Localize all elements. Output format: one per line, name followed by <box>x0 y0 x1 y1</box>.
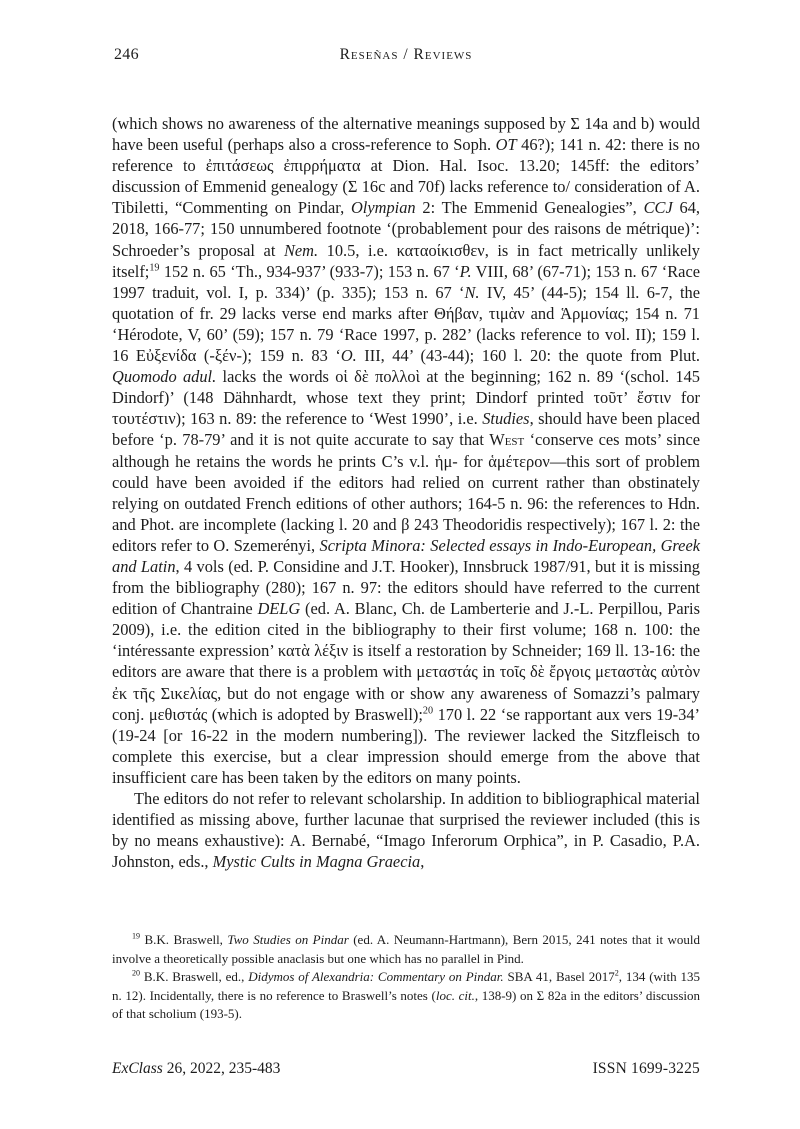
page-header <box>112 46 700 64</box>
review-body <box>112 113 700 872</box>
journal-citation: ExClass 26, 2022, 235-483 <box>112 1060 281 1077</box>
footnote-19: $^{19}$ B.K. Braswell, Two Studies on Pindar (ed. A. Neumann-Hartmann), Bern 2015, 241 notes that it would involve a theoretically possible anaclasis but one which has no parallel in Pind. <box>112 931 700 966</box>
footnotes-block <box>112 931 700 1024</box>
body-paragraph: The editors do not refer to relevant scholarship. In addition to bibliographical material identified as missing above, further lacunae that surprised the reviewer included (this is by no means exhaustive): A. Bernabé, “Imago Inferorum Orphica”, in P. Casadio, P.A. Johnston, eds., Mystic Cults in Magna Graecia, <box>112 789 700 872</box>
body-paragraph: (which shows no awareness of the alternative meanings supposed by Σ 14a and b) would have been useful (perhaps also a cross-reference to Soph. OT 46?); 141 n. 42: there is no reference to ἐπιτάσεως ἐπιρρήματα at Dion. Hal. Isoc. 13.20; 145ff: the editors’ discussion of Emmenid genealogy (Σ 16c and 70f) lacks reference to/ consideration of A. Tibiletti, “Commenting on Pindar, Olympian 2: The Emmenid Genealogies”, CCJ 64, 2018, 166-77; 150 unnumbered footnote ‘(probablement pour des raisons de métrique)’: Schroeder’s proposal at Nem. 10.5, i.e. καταοίκισθεν, is in fact metrically unlikely itself;$^{19}$ 152 n. 65 ‘Th., 934-937’ (933-7); 153 n. 67 ‘P. VIII, 68’ (67-71); 153 n. 67 ‘Race 1997 traduit, vol. I, p. 334)’ (p. 335); 153 n. 67 ‘N. IV, 45’ (44-5); 154 ll. 6-7, the quotation of fr. 29 lacks verse end marks after Θήβαν, τιμὰν and Ἁρμονίας; 154 n. 71 ‘Hérodote, V, 60’ (59); 157 n. 79 ‘Race 1997, p. 282’ (lacks reference to vol. II); 159 l. 16 Εὐξενίδα (-ξέν-); 159 n. 83 ‘O. III, 44’ (43-44); 160 l. 20: the quote from Plut. Quomodo adul. lacks the words οἱ δὲ πολλοὶ at the beginning; 162 n. 89 ‘(schol. 145 Dindorf)’ (148 Dähnhardt, whose text they print; Dindorf printed τοῦτ’ ἔστιν for τουτέστιν); 163 n. 89: the reference to ‘West 1990’, i.e. Studies, should have been placed before ‘p. 78-79’ and it is not quite accurate to say that West ‘conserve ces mots’ since although he retains the words he prints C’s v.l. ἡμ- for ἁμέτερον—this sort of problem could have been avoided if the editors had relied on current rather than obstinately relying on outdated French editions of other authors; 164-5 n. 96: the references to Hdn. and Phot. are incomplete (lacking l. 20 and β 243 Theodoridis respectively); 167 l. 2: the editors refer to O. Szemerényi, Scripta Minora: Selected essays in Indo-European, Greek and Latin, 4 vols (ed. P. Considine and J.T. Hooker), Innsbruck 1987/91, but it is missing from the bibliography (280); 167 n. 97: the editors should have referred to the current edition of Chantraine DELG (ed. A. Blanc, Ch. de Lamberterie and J.-L. Perpillou, Paris 2009), i.e. the edition cited in the bibliography to their first volume; 168 n. 100: the ‘intéressante expression’ κατὰ λέξιν is itself a restoration by Schneider; 169 ll. 13-16: the editors are aware that there is a problem with μεταστάς in τοῖς δὲ ἔργοις μεταστὰς αὐτὸν ἐκ τῆς Σικελίας, but do not engage with or show any awareness of Somazzi’s palmary conj. μεθιστάς (which is adopted by Braswell);$^{20}$ 170 l. 22 ‘se rapportant aux vers 19-34’ (19-24 [or 16-22 in the modern numbering]). The reviewer lacked the Sitzfleisch to complete this exercise, but a clear impression should emerge from the above that insufficient care has been taken by the editors on many points. <box>112 114 701 787</box>
page-footer <box>112 1060 700 1078</box>
footnote-20: $^{20}$ B.K. Braswell, ed., Didymos of Alexandria: Commentary on Pindar. SBA 41, Basel 2017$^2$, 134 (with 135 n. 12). Incidentally, there is no reference to Braswell’s notes (loc. cit., 138-9) on Σ 82a in the editors’ discussion of that scholium (193-5). <box>112 968 700 1021</box>
page-number: 246 <box>114 46 139 63</box>
running-title: Reseñas / Reviews <box>339 46 473 63</box>
issn-label: ISSN 1699-3225 <box>592 1060 700 1077</box>
